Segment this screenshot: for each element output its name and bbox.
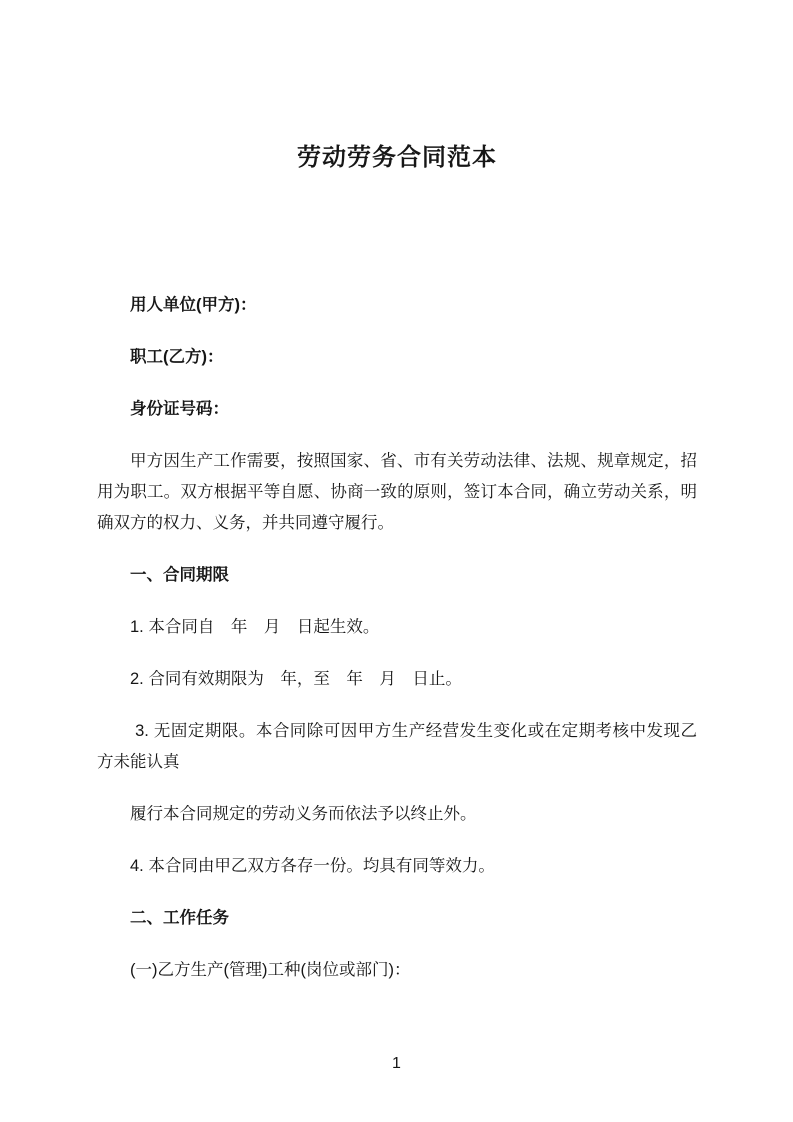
contract-item-1: 1. 本合同自 年 月 日起生效。 <box>130 618 380 636</box>
contract-item-2: 2. 合同有效期限为 年，至 年 月 日止。 <box>130 670 462 688</box>
contract-item-4: 4. 本合同由甲乙双方各存一份。均具有同等效力。 <box>130 857 495 875</box>
document-title: 劳动劳务合同范本 <box>297 144 497 171</box>
section-heading-work-tasks: 二、工作任务 <box>130 909 229 927</box>
contract-item-3: 3. 无固定期限。本合同除可因甲方生产经营发生变化或在定期考核中发现乙方未能认真 <box>97 722 697 771</box>
intro-paragraph: 甲方因生产工作需要，按照国家、省、市有关劳动法律、法规、规章规定，招用为职工。双方根据平等自愿、协商一致的原则，签订本合同，确立劳动关系，明确双方的权力、义务，并共同遵守履行。 <box>97 452 697 532</box>
section-heading-contract-term: 一、合同期限 <box>130 566 229 584</box>
page-number: 1 <box>392 1055 401 1072</box>
contract-item-3-continuation: 履行本合同规定的劳动义务而依法予以终止外。 <box>130 805 477 823</box>
party-label-id-number: 身份证号码： <box>130 400 229 418</box>
party-label-employer: 用人单位(甲方)： <box>130 296 257 314</box>
party-label-employee: 职工(乙方)： <box>130 348 224 366</box>
work-task-item-1: (一)乙方生产(管理)工种(岗位或部门)： <box>130 961 411 979</box>
